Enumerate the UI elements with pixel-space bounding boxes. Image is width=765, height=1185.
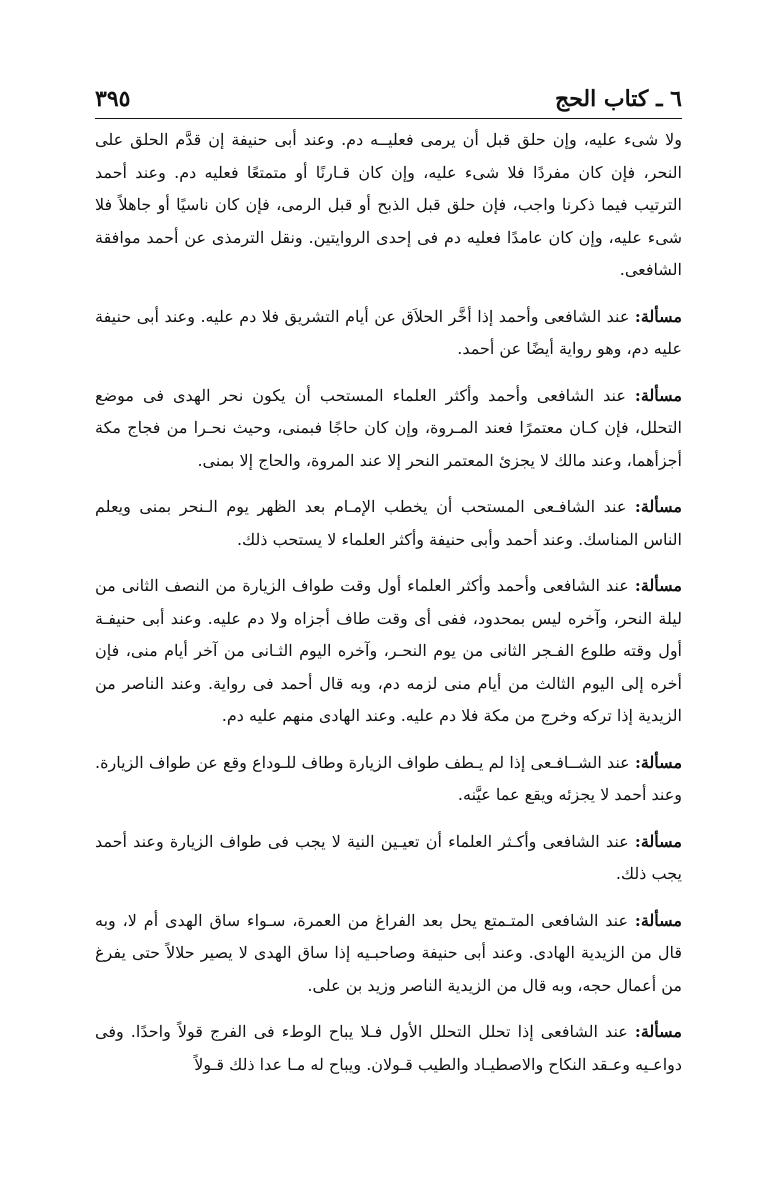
issue-label: مسألة: — [634, 752, 683, 772]
issue-label: مسألة: — [634, 385, 682, 405]
paragraph — [95, 380, 682, 478]
paragraph-text: عند الشافعى وأحمد وأكثر العلماء المستحب أن يكون نحر الهدى فى موضع التحلل، فإن كـان معتمرًا فعند المـروة، وإن كان حاجًا فبمنى، وحيث نحـرا من فجاج مكة أجزأهما، وعند مالك لا يجزئ المعتمر النحر إلا عند المروة، والحاج إلا بمنى. — [95, 385, 682, 470]
issue-label: مسألة: — [634, 576, 682, 595]
paragraph — [95, 301, 682, 366]
paragraph-text: عند الشافـعى المستحب أن يخطب الإمـام بعد الظهر يوم الـنحر بمنى ويعلم الناس المناسك. وعند أحمد وأبى حنيفة وأكثر العلماء لا يستحب ذلك. — [95, 497, 682, 549]
issue-label: مسألة: — [634, 306, 682, 326]
paragraph — [95, 570, 682, 733]
paragraph — [95, 124, 682, 287]
paragraph-text: عند الشــافـعى إذا لم يـطف طواف الزيارة وطاف للـوداع وقع عن طواف الزيارة. وعند أحمد لا يجزئه ويقع عما عيَّنه. — [95, 752, 682, 804]
page-number: ٣٩٥ — [95, 86, 131, 112]
issue-label: مسألة: — [634, 910, 682, 930]
chapter-title: ٦ ـ كتاب الحج — [555, 86, 682, 112]
paragraph-text: ولا شىء عليه، وإن حلق قبل أن يرمى فعليــه دم. وعند أبى حنيفة إن قدَّم الحلق على النحر، فإن كان مفردًا فلا شىء عليه، وإن كان قـارنًا أو متمتعًا فعليه دم. وعند أحمد الترتيب فيما ذكرنا واجب، فإن حلق قبل الذبح أو قبل الرمى، فإن كان ناسيًا أو جاهلاً فلا شىء عليه، وإن كان عامدًا فعليه دم فى إحدى الروايتين. ونقل الترمذى عن أحمد موافقة الشافعى. — [95, 130, 682, 279]
issue-label: مسألة: — [634, 831, 682, 851]
paragraph — [95, 491, 682, 556]
paragraph — [95, 747, 682, 812]
paragraph-text: عند الشافعى وأحمد إذا أخَّر الحلاَق عن أيام التشريق فلا دم عليه. وعند أبى حنيفة عليه دم، وهو رواية أيضًا عن أحمد. — [95, 306, 682, 358]
paragraph-text: عند الشافعى وأحمد وأكثر العلماء أول وقت طواف الزيارة من النصف الثانى من ليلة النحر، وآخره ليس بمحدود، ففى أى وقت طاف أجزاه ولا دم عليه. وعند أبى حنيفـة أول وقته طلوع الفـجر الثانى من يوم النحـر، وآخره اليوم الثـانى من آخر أيام منى، فإن أخره إلى اليوم الثالث من أيام منى لزمه دم، وبه قال أحمد فى رواية. وعند الناصر من الزيدية إذا تركه وخرج من مكة فلا دم عليه. وعند الهادى منهم عليه دم. — [95, 576, 683, 725]
paragraph-text: عند الشافعى إذا تحلل التحلل الأول فـلا يباح الوطء فى الفرج قولاً واحدًا. وفى دواعـيه وعـقد النكاح والاصطيـاد والطيب قـولان. ويباح له مـا عدا ذلك قـولاً — [95, 1022, 682, 1074]
paragraph-text: عند الشافعى المتـمتع يحل بعد الفراغ من العمرة، سـواء ساق الهدى أم لا، وبه قال من الزيدية الهادى. وعند أبى حنيفة وصاحبـيه إذا ساق الهدى لا يصير حلالاً حتى يفرغ من أعمال حجه، وبه قال من الزيدية الناصر وزيد بن على. — [95, 910, 682, 995]
page-header — [95, 84, 682, 119]
paragraph — [95, 1016, 682, 1081]
paragraph-text: عند الشافعى وأكـثر العلماء أن تعيـين النية لا يجب فى طواف الزيارة وعند أحمد يجب ذلك. — [95, 831, 682, 883]
paragraph — [95, 826, 682, 891]
issue-label: مسألة: — [634, 497, 682, 516]
issue-label: مسألة: — [634, 1022, 682, 1041]
body-text — [95, 124, 682, 1095]
paragraph — [95, 905, 682, 1003]
